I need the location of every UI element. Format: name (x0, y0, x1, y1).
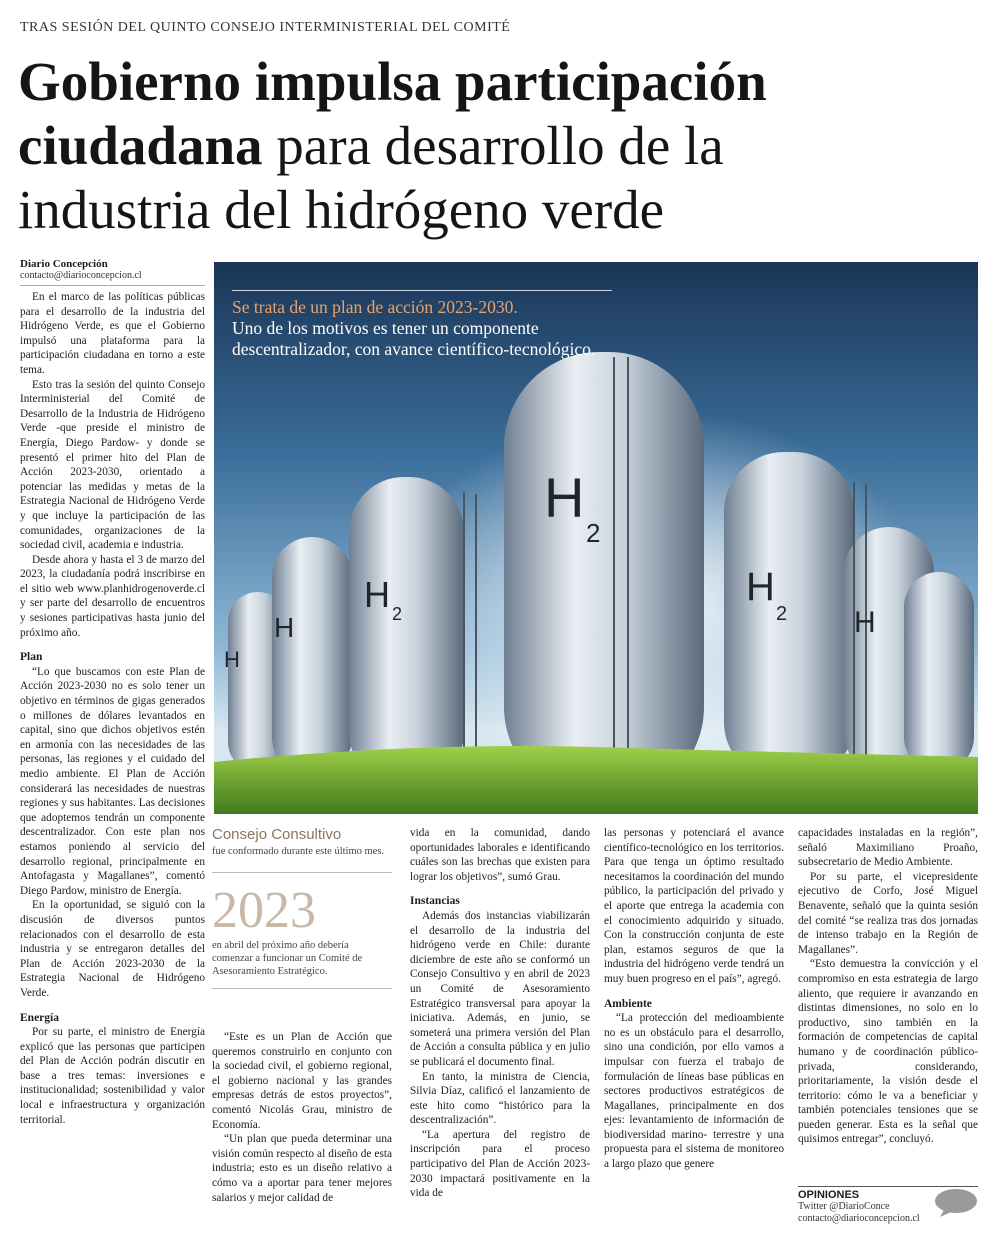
article-column-2 (212, 1030, 392, 1205)
headline-normal-2: para desarrollo de la (262, 115, 724, 176)
subheading-instancias: Instancias (410, 895, 460, 908)
sidebar-year: 2023 (212, 882, 316, 939)
tank-center (504, 352, 704, 802)
tank-left-2 (272, 537, 352, 777)
h2-label: H (224, 647, 240, 672)
article-column-5 (798, 826, 978, 1147)
paragraph: “La apertura del registro de inscripción para el proceso participativo del Plan de Acción 2023-2030 impactará positivamente en la vida de (410, 1128, 590, 1200)
article-column-4 (604, 826, 784, 1172)
paragraph: Desde ahora y hasta el 3 de marzo del 2023, la ciudadanía podrá inscribirse en el sitio web www.planhidrogenoverde.cl y ser parte del desarrollo de encuentros y sesiones participativas hasta junio del próximo año. (20, 553, 205, 639)
h2-label: H (274, 612, 295, 643)
opiniones-email[interactable]: contacto@diarioconcepcion.cl (798, 1213, 920, 1224)
byline-name: Diario Concepción (20, 258, 108, 270)
paragraph: “La protección del medioambiente no es un obstáculo para el desarrollo, sino una condición, por ello vamos a impulsar con fuerza el trabajo de formulación de líneas base públicas en sectores productivos estratégicos de Magallanes, principalmente en dos ejes: levantamiento de información de biodiversidad marino- terrestre y una propuesta para el sistema de monitoreo a largo plazo que genere (604, 1012, 784, 1171)
article-column-1 (20, 290, 205, 1127)
paragraph: “Esto demuestra la convicción y el compromiso en esta estrategia de largo aliento, que requiere ir avanzando en distintas dimensiones, no solo en lo productivo, sino también en la formación de competencias de capital humano y de coordinación público-privada, considerando, prioritariamente, la visión desde el territorio: cómo le va a beneficiar y también potenciales tensiones que se pueden generar. Esta es la señal que quisimos entregar”, concluyó. (798, 958, 978, 1146)
headline-normal-3: industria del hidrógeno verde (18, 179, 665, 240)
speech-bubble-icon (934, 1188, 978, 1218)
headline-bold-2: ciudadana (18, 115, 263, 176)
h2-subscript: 2 (392, 604, 403, 624)
paragraph: En la oportunidad, se siguió con la discusión de diversos puntos relacionados con el desarrollo de esta industria y se entregaron detalles del Plan de Acción 2023-2030 de la Estrategia Nacional de Hidrógeno Verde. (20, 899, 205, 999)
photo-caption-text: Uno de los motivos es tener un componente descentralizador, con avance científico-tecnológico. (232, 318, 596, 359)
subheading-energia: Energía (20, 1011, 59, 1024)
paragraph: Por su parte, el vicepresidente ejecutivo de Corfo, José Miguel Benavente, señaló que la quinta sesión del comité “se realiza tras dos jornadas de intenso trabajo en la Región de Magallanes”. (798, 870, 978, 956)
paragraph: En el marco de las políticas públicas para el desarrollo de la industria del Hidrógeno Verde, es que el Gobierno impulsó una plataforma para la participación ciudadana en torno a este tema. (20, 291, 205, 376)
kicker: TRAS SESIÓN DEL QUINTO CONSEJO INTERMINISTERIAL DEL COMITÉ (20, 20, 511, 35)
opiniones-title: OPINIONES (798, 1189, 860, 1201)
paragraph: Esto tras la sesión del quinto Consejo Interministerial del Comité de Desarrollo de la Industria de Hidrógeno Verde -que preside el ministro de Energía, Diego Pardow- y donde se presentó el primer hito del Plan de Acción 2023-2030, orientado a potenciar las medidas y metas de la Estrategia Nacional de Hidrógeno Verde y que incluye la participación de las comunidades, organizaciones de la sociedad civil, academia e industria. (20, 378, 205, 552)
photo-caption (232, 290, 612, 360)
paragraph: “Un plan que pueda determinar una visión común respecto al diseño de esta industria; esto es un diseño relativo a cómo va a aportar para tener mejores salarios y mejor calidad de (212, 1133, 392, 1204)
paragraph: Por su parte, el ministro de Energía explicó que las personas que participen del Plan de Acción podrán discutir en base a tres temas: inversiones e institucionalidad; sostenibilidad y valor local e infraestructura y organización territorial. (20, 1026, 205, 1126)
sidebar-box (212, 826, 392, 989)
headline (18, 50, 978, 242)
h2-label: H (364, 574, 390, 615)
subheading-ambiente: Ambiente (604, 997, 652, 1010)
paragraph: “Este es un Plan de Acción que queremos construirlo en conjunto con la sociedad civil, el gobierno regional, el gobierno nacional y las grandes empresas detrás de estos proyectos”, comentó Nicolás Grau, ministro de Economía. (212, 1031, 392, 1131)
byline-email[interactable]: contacto@diarioconcepcion.cl (20, 270, 205, 286)
tank-left-3 (349, 477, 464, 787)
h2-label: H (746, 565, 775, 609)
photo-caption-highlight: Se trata de un plan de acción 2023-2030. (232, 297, 518, 317)
tank-right-3 (904, 572, 974, 772)
article-column-3 (410, 826, 590, 1201)
h2-subscript: 2 (776, 603, 788, 625)
opiniones-twitter[interactable]: Twitter @DiarioConce (798, 1201, 890, 1212)
paragraph: las personas y potenciará el avance científico-tecnológico en los territorios. Para que tenga un óptimo resultado necesitamos la coordinación del mundo público, la participación del privado y el aporte que entrega la academia con el conocimiento adquirido y situado. Con la construcción conjunta de este plan, estamos seguros de que la industria del hidrógeno verde tendrá un muy buen progreso en el país”, agregó. (604, 827, 784, 985)
byline (20, 258, 205, 286)
h2-label: H (854, 606, 876, 639)
paragraph: vida en la comunidad, dando oportunidades laborales e identificando cuáles son las brechas que existen para lograr los objetivos”, sumó Grau. (410, 827, 590, 883)
paragraph: Además dos instancias viabilizarán el desarrollo de la industria del hidrógeno verde en Chile: durante diciembre de este año se conformó un Consejo Consultivo y en abril de 2023 un Comité de Asesoramiento Estratégico transversal para apoyar la iniciativa. Además, en junio, se someterá una primera versión del Plan de Acción a consulta pública y en julio se publicará el documento final. (410, 909, 590, 1068)
paragraph: En tanto, la ministra de Ciencia, Silvia Díaz, calificó el lanzamiento de este hito como “histórico para la descentralización”. (410, 1070, 590, 1127)
subheading-plan: Plan (20, 651, 43, 664)
sidebar-year-text: en abril del próximo año debería comenzar a funcionar un Comité de Asesoramiento Estratégico. (212, 939, 392, 989)
h2-label: H (544, 466, 585, 529)
sidebar-subtitle: fue conformado durante este último mes. (212, 845, 392, 873)
sidebar-title: Consejo Consultivo (212, 826, 342, 843)
h2-subscript: 2 (586, 518, 601, 548)
paragraph: “Lo que buscamos con este Plan de Acción 2023-2030 no es solo tener un objetivo en términos de gigas generados o millones de dólares levantados en capital, sino que dichos objetivos estén en armonía con las necesidades de las personas, las regiones y el cuidado del medio ambiente. El Plan de Acción considerará las necesidades de nuestras regiones y sus habitantes. Las decisiones que adoptemos tendrán un componente descentralizador. Con este plan nos estamos poniendo al servicio del desarrollo regional, principalmente en Antofagasta y Magallanes”, comentó Diego Pardow, ministro de Energía. (20, 665, 205, 897)
paragraph: capacidades instaladas en la región”, señaló Maximiliano Proaño, subsecretario de Medio Ambiente. (798, 827, 978, 869)
headline-bold-1: Gobierno impulsa participación (18, 51, 767, 112)
tank-right-1 (724, 452, 854, 782)
